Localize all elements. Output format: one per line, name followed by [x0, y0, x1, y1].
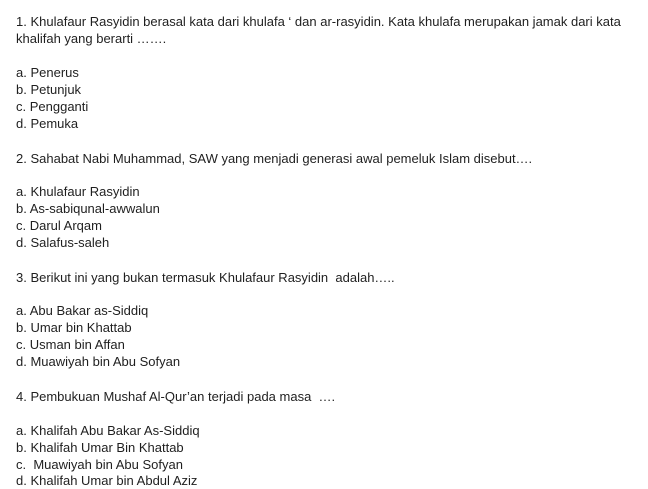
question-2-option-a: a. Khulafaur Rasyidin: [16, 184, 140, 199]
question-3-option-a: a. Abu Bakar as-Siddiq: [16, 303, 149, 318]
question-4-option-d: d. Khalifah Umar bin Abdul Aziz: [16, 473, 198, 488]
question-4-text: 4. Pembukuan Mushaf Al-Qur’an terjadi pada masa ….: [16, 389, 336, 404]
question-3-text: 3. Berikut ini yang bukan termasuk Khulafaur Rasyidin adalah…..: [16, 270, 395, 285]
question-3-option-c: c. Usman bin Affan: [16, 337, 125, 352]
question-1-option-b: b. Petunjuk: [16, 82, 82, 97]
question-1-option-c: c. Pengganti: [16, 99, 89, 114]
question-4-option-c: c. Muawiyah bin Abu Sofyan: [16, 457, 183, 472]
question-2-option-c: c. Darul Arqam: [16, 218, 102, 233]
question-2-option-d: d. Salafus-saleh: [16, 235, 110, 250]
question-2-option-b: b. As-sabiqunal-awwalun: [16, 201, 160, 216]
question-1-text: 1. Khulafaur Rasyidin berasal kata dari khulafa ‘ dan ar-rasyidin. Kata khulafa merupakan jamak dari kata khalifah yang berarti …….: [16, 14, 625, 46]
question-3-option-b: b. Umar bin Khattab: [16, 320, 132, 335]
question-3-option-d: d. Muawiyah bin Abu Sofyan: [16, 354, 181, 369]
question-1-option-a: a. Penerus: [16, 65, 79, 80]
question-4-option-a: a. Khalifah Abu Bakar As-Siddiq: [16, 423, 200, 438]
question-4-option-b: b. Khalifah Umar Bin Khattab: [16, 440, 184, 455]
question-2-text: 2. Sahabat Nabi Muhammad, SAW yang menjadi generasi awal pemeluk Islam disebut….: [16, 151, 533, 166]
question-1-option-d: d. Pemuka: [16, 116, 79, 131]
